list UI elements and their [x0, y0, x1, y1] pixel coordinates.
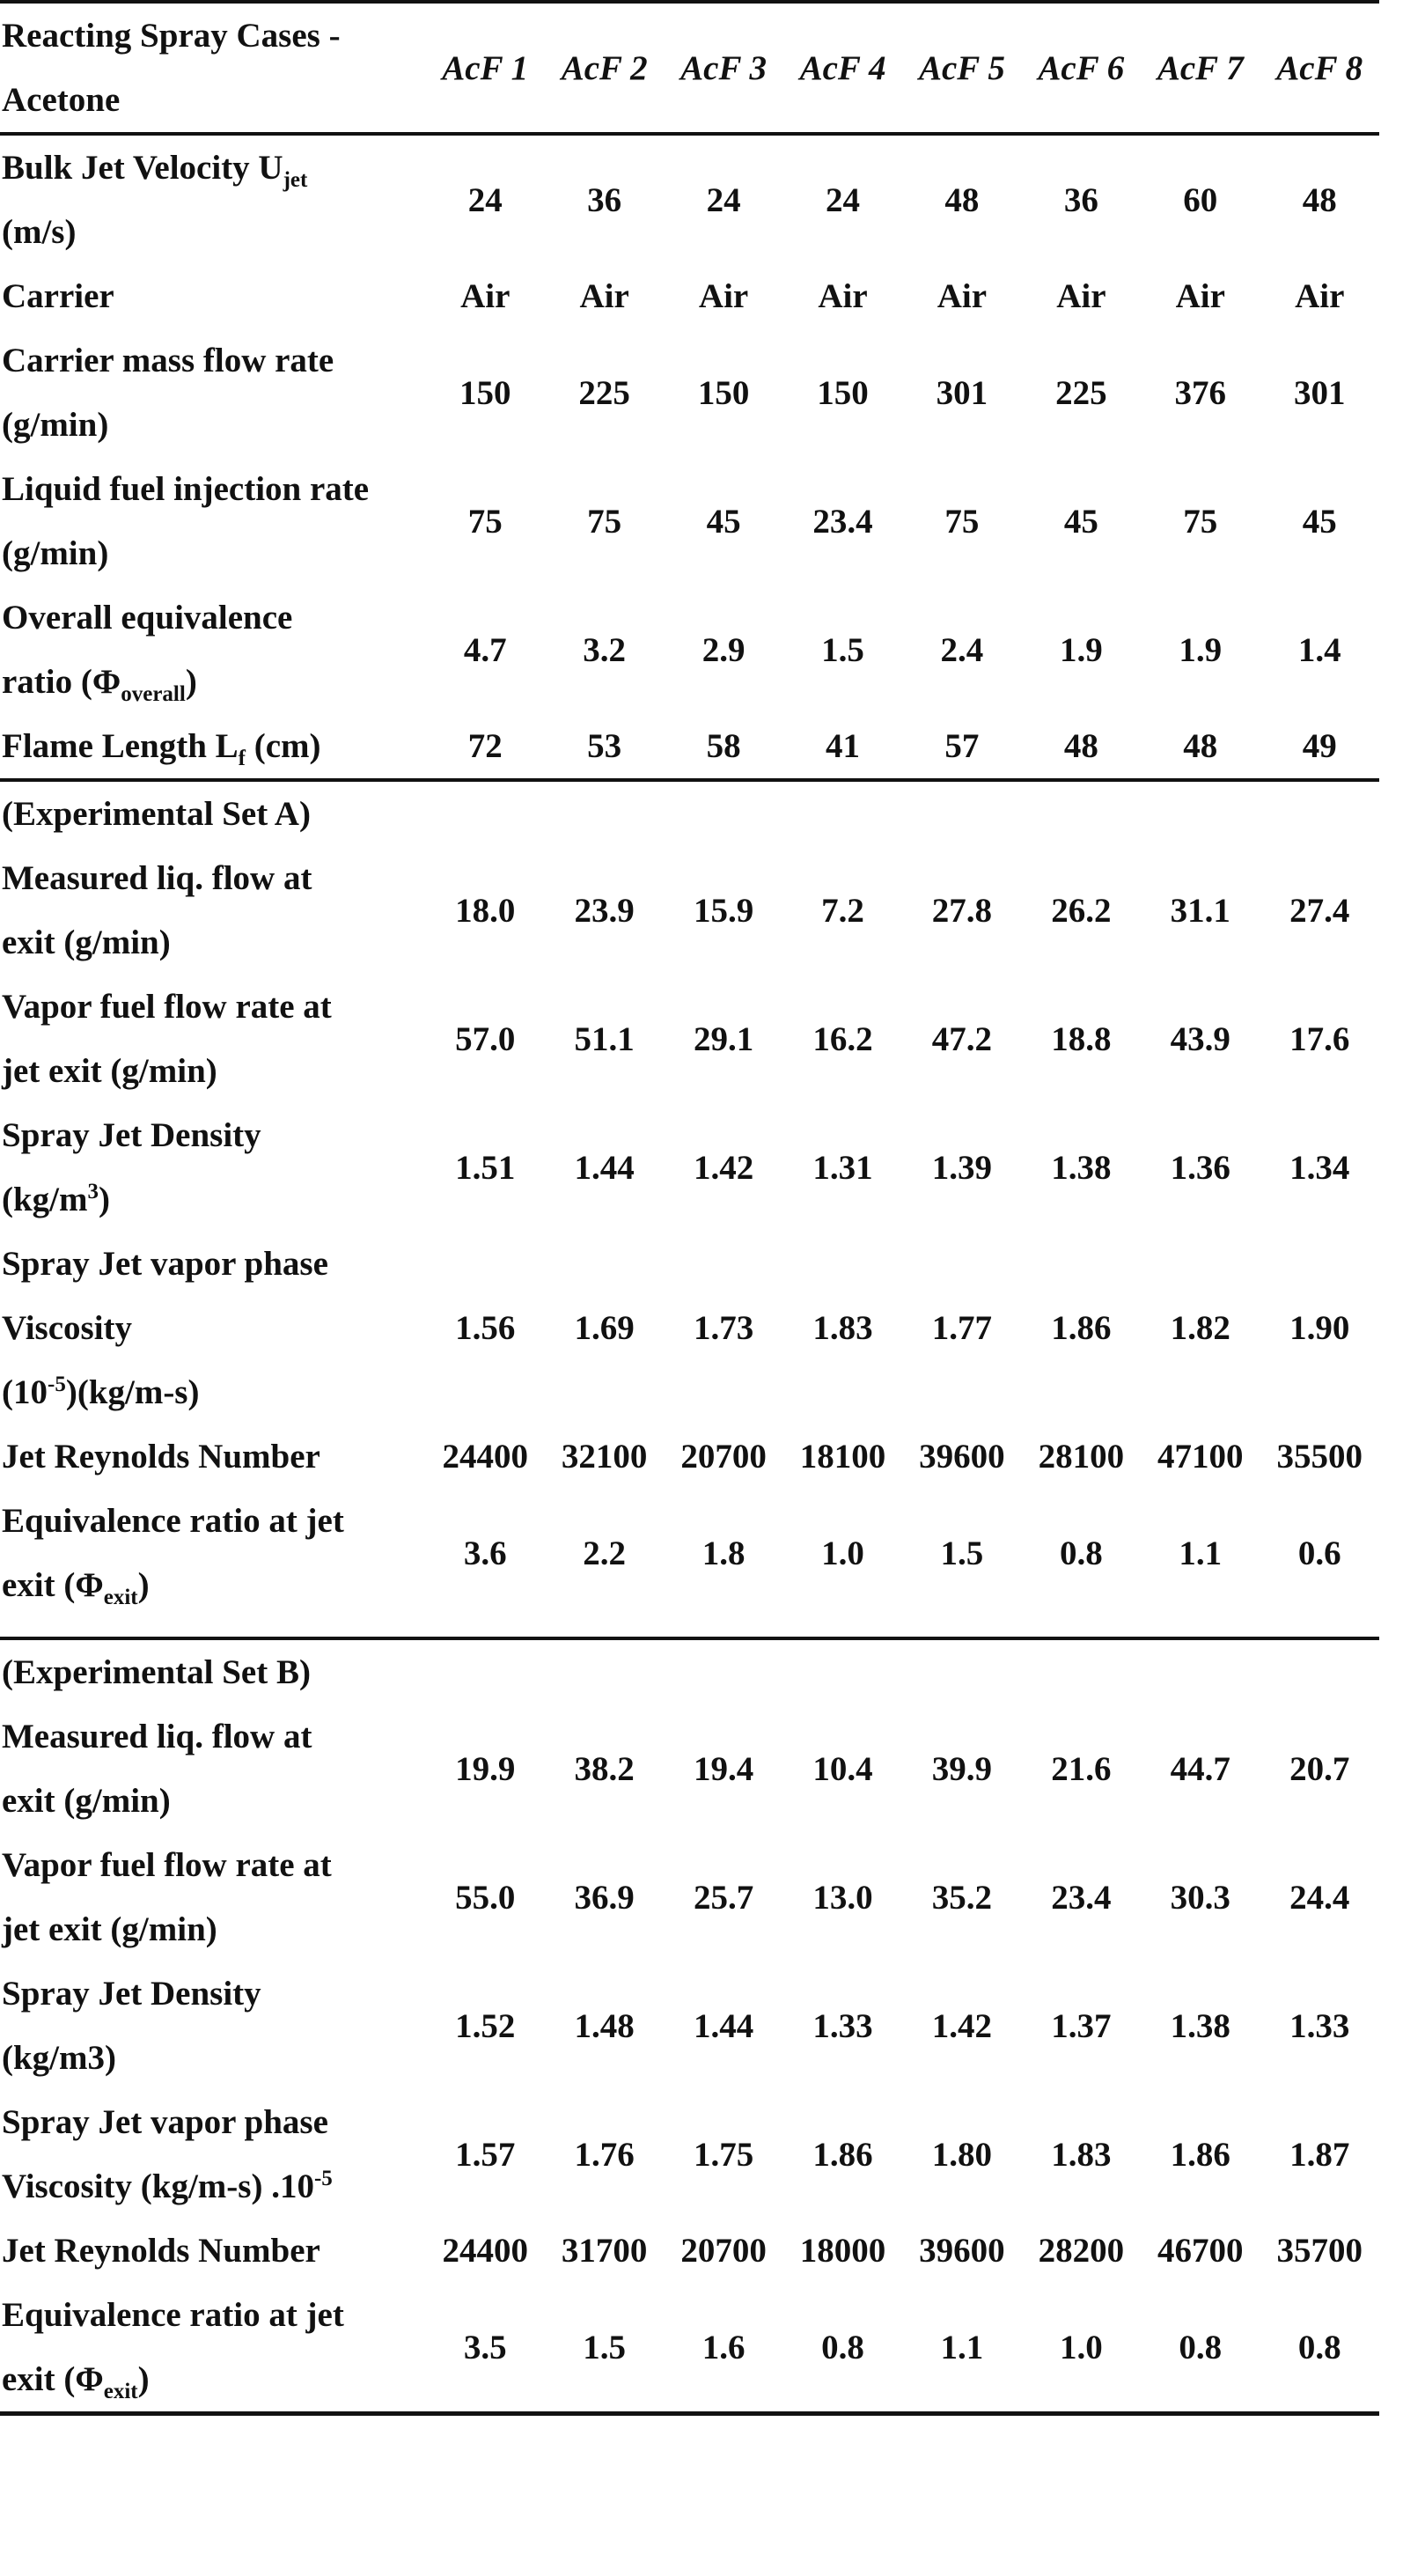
- param-value: 1.52: [455, 2006, 516, 2045]
- param-value: 1.86: [1170, 2135, 1230, 2174]
- param-label-text: Spray Jet Density: [2, 1116, 261, 1154]
- param-value: 18.0: [455, 891, 516, 930]
- param-label: [0, 846, 426, 975]
- param-label-line: [2, 975, 426, 1039]
- param-value: 1.5: [545, 2283, 664, 2414]
- param-label: [0, 1489, 426, 1617]
- param-label-text: (kg/m3): [2, 2039, 116, 2077]
- param-value: 17.6: [1289, 1019, 1350, 1058]
- param-value: 57: [902, 714, 1021, 780]
- param-label: [0, 2219, 426, 2283]
- param-label-text: Spray Jet vapor phase: [2, 2103, 328, 2141]
- param-value: 150: [697, 373, 750, 412]
- param-label: [0, 2090, 426, 2219]
- param-value: 1.57: [455, 2135, 516, 2174]
- param-value: 3.2: [583, 630, 627, 669]
- table-row: [0, 714, 1379, 780]
- table-title: [0, 2, 426, 134]
- param-value: 1.83: [1051, 2135, 1112, 2174]
- table-row: [0, 1424, 1379, 1489]
- param-label-line: [2, 1424, 426, 1489]
- param-value: 23.4: [1051, 1878, 1112, 1917]
- param-label-line: [2, 328, 426, 393]
- param-value: 1.44: [693, 2006, 754, 2045]
- param-label-line: [2, 650, 426, 714]
- param-label-text: Spray Jet vapor phase: [2, 1245, 328, 1283]
- param-label: [0, 264, 426, 328]
- param-value: 1.87: [1289, 2135, 1350, 2174]
- param-value: 225: [1055, 373, 1107, 412]
- param-value: 39.9: [931, 1749, 993, 1788]
- param-value: 16.2: [812, 1019, 873, 1058]
- param-value: 1.73: [693, 1309, 754, 1347]
- param-value: Air: [818, 277, 868, 315]
- param-label-subscript: jet: [283, 167, 308, 192]
- param-value: 75: [1183, 502, 1218, 541]
- param-value: 28200: [1038, 2232, 1125, 2270]
- param-value: 55.0: [455, 1878, 516, 1917]
- param-value: Air: [1056, 277, 1106, 315]
- param-label-text: (g/min): [2, 406, 109, 444]
- table-row: [0, 1489, 1379, 1617]
- param-value: 150: [817, 373, 869, 412]
- table-row: [0, 2283, 1379, 2414]
- param-value: 1.44: [574, 1148, 635, 1187]
- param-value: 1.75: [693, 2135, 754, 2174]
- section-gap: [0, 1617, 1379, 1638]
- param-label-text: exit (Φ: [2, 1566, 104, 1604]
- param-value: 36: [587, 180, 622, 219]
- param-value: 45: [1302, 502, 1337, 541]
- param-label-text: Vapor fuel flow rate at: [2, 988, 332, 1026]
- param-value: 72: [426, 714, 545, 780]
- param-value: 0.8: [783, 2283, 902, 2414]
- param-label-text: Spray Jet Density: [2, 1975, 261, 2013]
- param-value: 1.39: [931, 1148, 993, 1187]
- param-label-line: [2, 136, 426, 200]
- param-label-line: [2, 2154, 426, 2219]
- param-value: 1.6: [664, 2283, 782, 2414]
- param-value: 35700: [1276, 2232, 1363, 2270]
- case-header: AcF 2: [545, 2, 664, 134]
- param-value: 26.2: [1051, 891, 1112, 930]
- param-label: [0, 134, 426, 264]
- param-value: 0.8: [1260, 2283, 1379, 2414]
- param-value: 45: [706, 502, 741, 541]
- param-value: 1.9: [1059, 630, 1103, 669]
- param-value: 31.1: [1170, 891, 1230, 930]
- param-label: [0, 585, 426, 714]
- param-value: 36: [1063, 180, 1098, 219]
- table-row: [0, 134, 1379, 264]
- param-label-tail: ): [137, 2360, 150, 2398]
- param-value: 29.1: [693, 1019, 754, 1058]
- table-row: [0, 1704, 1379, 1833]
- param-label-line: [2, 2283, 426, 2347]
- param-value: 75: [467, 502, 503, 541]
- param-label-line: [2, 457, 426, 521]
- param-value: 1.36: [1170, 1148, 1230, 1187]
- param-value: 1.0: [1022, 2283, 1141, 2414]
- param-value: 48: [1141, 714, 1260, 780]
- param-label-tail: ): [185, 663, 197, 701]
- param-value: 301: [1293, 373, 1346, 412]
- param-label: [0, 1833, 426, 1961]
- param-value: 36.9: [574, 1878, 635, 1917]
- param-label-text: Carrier mass flow rate: [2, 342, 334, 379]
- param-value: Air: [1295, 277, 1345, 315]
- param-value: 1.1: [1179, 1534, 1223, 1572]
- case-header: AcF 5: [902, 2, 1021, 134]
- param-label-line: [2, 1296, 426, 1360]
- param-label-line: [2, 1167, 426, 1232]
- case-header: AcF 3: [664, 2, 782, 134]
- param-value: 44.7: [1170, 1749, 1230, 1788]
- param-value: 13.0: [812, 1878, 873, 1917]
- param-value: 39600: [919, 1438, 1005, 1476]
- param-value: 46700: [1157, 2232, 1244, 2270]
- param-value: 32100: [561, 1438, 648, 1476]
- case-header: AcF 8: [1260, 2, 1379, 134]
- param-label-line: [2, 2026, 426, 2090]
- param-value: 60: [1183, 180, 1218, 219]
- table-row: [0, 1103, 1379, 1232]
- param-label-line: [2, 521, 426, 585]
- param-label-line: [2, 1704, 426, 1769]
- table-row: [0, 846, 1379, 975]
- param-label-subscript: exit: [103, 1585, 138, 1609]
- param-label-text: jet exit (g/min): [2, 1052, 217, 1090]
- param-value: 1.33: [812, 2006, 873, 2045]
- param-value: 47.2: [931, 1019, 993, 1058]
- param-label-line: [2, 1897, 426, 1961]
- table-row: [0, 1232, 1379, 1424]
- param-label-text: exit (g/min): [2, 924, 171, 961]
- param-value: Air: [460, 277, 511, 315]
- param-label-text: exit (g/min): [2, 1782, 171, 1820]
- param-label-text: (m/s): [2, 213, 77, 251]
- param-value: 2.9: [702, 630, 746, 669]
- param-label-text: Liquid fuel injection rate: [2, 470, 370, 508]
- param-value: 1.42: [931, 2006, 993, 2045]
- param-value: 1.69: [574, 1309, 635, 1347]
- param-value: 1.9: [1179, 630, 1223, 669]
- param-value: 24: [467, 180, 503, 219]
- param-value: 39600: [919, 2232, 1005, 2270]
- param-value: 7.2: [821, 891, 864, 930]
- param-label-line: [2, 910, 426, 975]
- param-value: 10.4: [812, 1749, 873, 1788]
- param-value: Air: [698, 277, 749, 315]
- param-value: 376: [1174, 373, 1227, 412]
- param-value: 150: [459, 373, 511, 412]
- param-label-text: Equivalence ratio at jet: [2, 2296, 344, 2334]
- param-label-text: Viscosity (kg/m-s) .10: [2, 2168, 314, 2205]
- param-value: 24.4: [1289, 1878, 1350, 1917]
- param-value: 58: [664, 714, 782, 780]
- param-value: 25.7: [693, 1878, 754, 1917]
- table-row: [0, 2219, 1379, 2283]
- param-label-line: [2, 1039, 426, 1103]
- param-value: 48: [944, 180, 980, 219]
- param-label-line: [2, 264, 426, 328]
- param-label-text: (g/min): [2, 534, 109, 572]
- param-label-tail: (cm): [246, 727, 321, 765]
- table-row: [0, 328, 1379, 457]
- table-row: [0, 585, 1379, 714]
- param-value: 0.6: [1297, 1534, 1341, 1572]
- param-label-text: Vapor fuel flow rate at: [2, 1846, 332, 1884]
- param-label-line: [2, 1769, 426, 1833]
- param-value: 1.4: [1297, 630, 1341, 669]
- param-value: 48: [1022, 714, 1141, 780]
- param-label-line: [2, 1103, 426, 1167]
- param-label: [0, 457, 426, 585]
- param-label-text: (kg/m: [2, 1181, 88, 1218]
- table-body: [0, 2, 1379, 2414]
- param-value: Air: [937, 277, 988, 315]
- param-value: 38.2: [574, 1749, 635, 1788]
- param-value: 2.2: [583, 1534, 627, 1572]
- param-value: 21.6: [1051, 1749, 1112, 1788]
- param-value: 27.4: [1289, 891, 1350, 930]
- param-label-superscript: -5: [313, 2167, 333, 2190]
- param-value: 1.51: [455, 1148, 516, 1187]
- param-label-tail: ): [99, 1181, 110, 1218]
- param-label-subscript: overall: [121, 681, 186, 706]
- param-value: 24400: [442, 2232, 528, 2270]
- param-value: 1.48: [574, 2006, 635, 2045]
- param-value: 1.90: [1289, 1309, 1350, 1347]
- param-value: 1.38: [1170, 2006, 1230, 2045]
- param-label-line: [2, 200, 426, 264]
- param-value: 28100: [1038, 1438, 1125, 1476]
- param-label: [0, 975, 426, 1103]
- param-value: 1.5: [940, 1534, 984, 1572]
- param-label-text: Measured liq. flow at: [2, 1718, 312, 1755]
- param-value: 1.1: [902, 2283, 1021, 2414]
- param-label-subscript: exit: [103, 2379, 138, 2403]
- param-value: 18100: [799, 1438, 886, 1476]
- param-label-line: [2, 1961, 426, 2026]
- table-row: [0, 975, 1379, 1103]
- param-label-text: Equivalence ratio at jet: [2, 1502, 344, 1540]
- case-header: AcF 4: [783, 2, 902, 134]
- param-value: 75: [587, 502, 622, 541]
- param-label: [0, 1424, 426, 1489]
- param-value: 1.42: [693, 1148, 754, 1187]
- param-value: 1.86: [812, 2135, 873, 2174]
- param-label: [0, 1232, 426, 1424]
- param-value: 4.7: [463, 630, 507, 669]
- param-value: 19.4: [693, 1749, 754, 1788]
- param-value: 1.80: [931, 2135, 993, 2174]
- param-value: 51.1: [574, 1019, 635, 1058]
- param-value: 47100: [1157, 1438, 1244, 1476]
- param-value: Air: [579, 277, 629, 315]
- param-value: 1.86: [1051, 1309, 1112, 1347]
- param-label-text: Jet Reynolds Number: [2, 2232, 320, 2270]
- table-row: [0, 457, 1379, 585]
- param-value: 24: [706, 180, 741, 219]
- section-heading-row: [0, 1638, 1379, 1704]
- param-label-text: ratio (Φ: [2, 663, 121, 701]
- case-header: AcF 6: [1022, 2, 1141, 134]
- param-label-line: [2, 1232, 426, 1296]
- param-label-line: [2, 2090, 426, 2154]
- param-value: 1.0: [821, 1534, 864, 1572]
- param-value: 18000: [799, 2232, 886, 2270]
- param-value: 0.8: [1059, 1534, 1103, 1572]
- param-value: 1.77: [931, 1309, 993, 1347]
- param-label-tail: )(kg/m-s): [65, 1373, 200, 1411]
- param-label: [0, 328, 426, 457]
- param-value: 3.6: [463, 1534, 507, 1572]
- param-value: 41: [783, 714, 902, 780]
- section-heading: (Experimental Set A): [2, 795, 311, 833]
- param-label-text: Jet Reynolds Number: [2, 1438, 320, 1476]
- param-value: 20700: [680, 1438, 767, 1476]
- param-label-text: jet exit (g/min): [2, 1910, 217, 1948]
- param-label-line: [2, 585, 426, 650]
- param-value: 19.9: [455, 1749, 516, 1788]
- param-value: 57.0: [455, 1019, 516, 1058]
- param-value: 1.82: [1170, 1309, 1230, 1347]
- table-row: [0, 1961, 1379, 2090]
- param-value: 3.5: [426, 2283, 545, 2414]
- param-label-text: Viscosity: [2, 1309, 133, 1347]
- param-value: 1.8: [702, 1534, 746, 1572]
- section-heading: (Experimental Set B): [2, 1653, 311, 1691]
- param-label-text: exit (Φ: [2, 2360, 104, 2398]
- param-value: 24400: [442, 1438, 528, 1476]
- param-label-line: [2, 393, 426, 457]
- param-value: 75: [944, 502, 980, 541]
- param-value: 1.31: [812, 1148, 873, 1187]
- param-label: [0, 1704, 426, 1833]
- param-label-line: [2, 1360, 426, 1424]
- param-value: 1.38: [1051, 1148, 1112, 1187]
- param-value: 1.56: [455, 1309, 516, 1347]
- param-label-text: (10: [2, 1373, 48, 1411]
- param-label: [0, 2283, 426, 2414]
- param-value: 2.4: [940, 630, 984, 669]
- table-title-line1: Reacting Spray Cases -: [2, 17, 341, 55]
- case-header: AcF 7: [1141, 2, 1260, 134]
- param-label-line: [2, 2219, 426, 2283]
- param-value: 53: [545, 714, 664, 780]
- param-label-superscript: -5: [48, 1373, 66, 1396]
- param-value: 15.9: [693, 891, 754, 930]
- param-value: 20700: [680, 2232, 767, 2270]
- param-label-text: Overall equivalence: [2, 599, 293, 637]
- param-value: 23.4: [812, 502, 873, 541]
- header-row: [0, 2, 1379, 134]
- param-label-line: [2, 2347, 426, 2411]
- param-value: 0.8: [1141, 2283, 1260, 2414]
- section-gap-cell: [0, 1617, 1379, 1638]
- table-row: [0, 264, 1379, 328]
- param-label: [0, 1961, 426, 2090]
- table-title-line2: Acetone: [2, 81, 121, 119]
- param-label-text: Measured liq. flow at: [2, 859, 312, 897]
- param-label: [0, 1103, 426, 1232]
- param-label-text: Carrier: [2, 277, 114, 315]
- param-value: 35.2: [931, 1878, 993, 1917]
- param-value: 45: [1063, 502, 1098, 541]
- param-value: 225: [578, 373, 630, 412]
- param-value: 48: [1302, 180, 1337, 219]
- param-label-line: [2, 1833, 426, 1897]
- param-value: 1.37: [1051, 2006, 1112, 2045]
- case-header: AcF 1: [426, 2, 545, 134]
- param-label-text: Flame Length L: [2, 727, 239, 765]
- param-value: 1.5: [821, 630, 864, 669]
- param-value: 1.33: [1289, 2006, 1350, 2045]
- param-value: 35500: [1276, 1438, 1363, 1476]
- param-value: 1.83: [812, 1309, 873, 1347]
- param-value: 18.8: [1051, 1019, 1112, 1058]
- param-value: 1.76: [574, 2135, 635, 2174]
- param-value: 23.9: [574, 891, 635, 930]
- param-label-subscript: f: [238, 746, 246, 770]
- param-value: 31700: [561, 2232, 648, 2270]
- param-label-tail: ): [137, 1566, 150, 1604]
- param-label-superscript: 3: [87, 1180, 99, 1203]
- section-heading-row: [0, 780, 1379, 846]
- param-value: 24: [826, 180, 860, 219]
- param-label-line: [2, 846, 426, 910]
- param-value: 49: [1260, 714, 1379, 780]
- table-row: [0, 2090, 1379, 2219]
- param-value: 43.9: [1170, 1019, 1230, 1058]
- param-value: 20.7: [1289, 1749, 1350, 1788]
- param-label-line: [2, 1553, 426, 1617]
- param-label-line: [2, 1489, 426, 1553]
- param-value: 30.3: [1170, 1878, 1230, 1917]
- param-value: 1.34: [1289, 1148, 1350, 1187]
- table-row: [0, 1833, 1379, 1961]
- param-value: 301: [936, 373, 988, 412]
- param-value: 27.8: [931, 891, 993, 930]
- param-label-text: Bulk Jet Velocity U: [2, 149, 283, 187]
- param-value: Air: [1175, 277, 1225, 315]
- param-label: [0, 714, 426, 780]
- param-label-line: [2, 714, 426, 778]
